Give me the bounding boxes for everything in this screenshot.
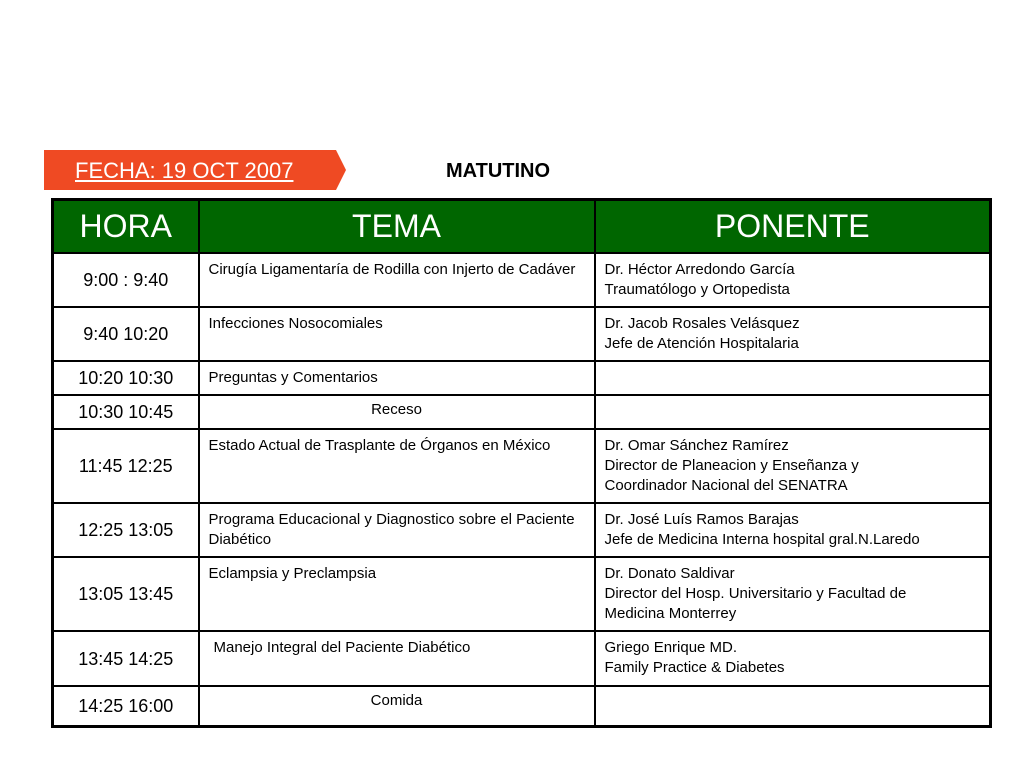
tema-cell: Preguntas y Comentarios xyxy=(199,361,595,395)
ponente-cell xyxy=(595,395,991,429)
tema-cell: Eclampsia y Preclampsia xyxy=(199,557,595,631)
tema-cell: Infecciones Nosocomiales xyxy=(199,307,595,361)
ponente-cell xyxy=(595,253,991,307)
tema-cell: Receso xyxy=(199,395,595,429)
ponente-name: Dr. Donato Saldivar xyxy=(604,565,735,582)
tema-cell xyxy=(199,631,595,686)
ponente-name: Dr. Jacob Rosales Velásquez xyxy=(604,315,800,332)
table-row xyxy=(53,429,991,503)
ponente-name: Dr. Omar Sánchez Ramírez xyxy=(604,437,789,454)
tema-cell: Estado Actual de Trasplante de Órganos en México xyxy=(199,429,595,503)
ponente-cell xyxy=(595,631,991,686)
hora-cell: 9:40 10:20 xyxy=(53,307,199,361)
hora-cell: 12:25 13:05 xyxy=(53,503,199,557)
hora-cell: 14:25 16:00 xyxy=(53,686,199,726)
ponente-cell xyxy=(595,429,991,503)
ponente-cell xyxy=(595,361,991,395)
ponente-cell xyxy=(595,503,991,557)
ponente-name: Dr. José Luís Ramos Barajas xyxy=(604,511,799,528)
table-row xyxy=(53,631,991,686)
date-label[interactable]: FECHA: 19 OCT 2007 xyxy=(75,158,294,183)
ponente-role: Family Practice & Diabetes xyxy=(604,659,785,676)
tema-cell: Cirugía Ligamentaría de Rodilla con Injerto de Cadáver xyxy=(199,253,595,307)
column-header-tema: TEMA xyxy=(199,200,595,254)
ponente-name: Dr. Héctor Arredondo García xyxy=(604,261,795,278)
table-header-row xyxy=(53,200,991,254)
date-tag xyxy=(44,150,346,190)
ponente-role: Director del Hosp. Universitario y Facultad de xyxy=(604,585,907,602)
table-row xyxy=(53,253,991,307)
ponente-role: Jefe de Atención Hospitalaria xyxy=(604,335,799,352)
ponente-role: Director de Planeacion y Enseñanza y xyxy=(604,457,859,474)
ponente-role: Traumatólogo y Ortopedista xyxy=(604,281,790,298)
tema-cell: Programa Educacional y Diagnostico sobre el Paciente Diabético xyxy=(199,503,595,557)
hora-cell: 10:20 10:30 xyxy=(53,361,199,395)
table-row xyxy=(53,503,991,557)
schedule-table xyxy=(51,198,992,728)
ponente-cell xyxy=(595,686,991,726)
session-title: MATUTINO xyxy=(446,160,551,182)
hora-cell: 13:45 14:25 xyxy=(53,631,199,686)
table-row xyxy=(53,557,991,631)
ponente-name: Griego Enrique MD. xyxy=(604,639,738,656)
hora-cell: 13:05 13:45 xyxy=(53,557,199,631)
column-header-ponente: PONENTE xyxy=(595,200,991,254)
ponente-cell xyxy=(595,307,991,361)
ponente-role: Medicina Monterrey xyxy=(604,605,737,622)
table-row xyxy=(53,686,991,726)
hora-cell: 9:00 : 9:40 xyxy=(53,253,199,307)
tema-cell: Comida xyxy=(199,686,595,726)
hora-cell: 10:30 10:45 xyxy=(53,395,199,429)
table-row xyxy=(53,361,991,395)
column-header-hora: HORA xyxy=(53,200,199,254)
ponente-role: Jefe de Medicina Interna hospital gral.N.Laredo xyxy=(604,531,920,548)
ponente-cell xyxy=(595,557,991,631)
table-row xyxy=(53,307,991,361)
table-row xyxy=(53,395,991,429)
tema-text: Manejo Integral del Paciente Diabético xyxy=(213,639,471,656)
ponente-role: Coordinador Nacional del SENATRA xyxy=(604,477,848,494)
hora-cell: 11:45 12:25 xyxy=(53,429,199,503)
